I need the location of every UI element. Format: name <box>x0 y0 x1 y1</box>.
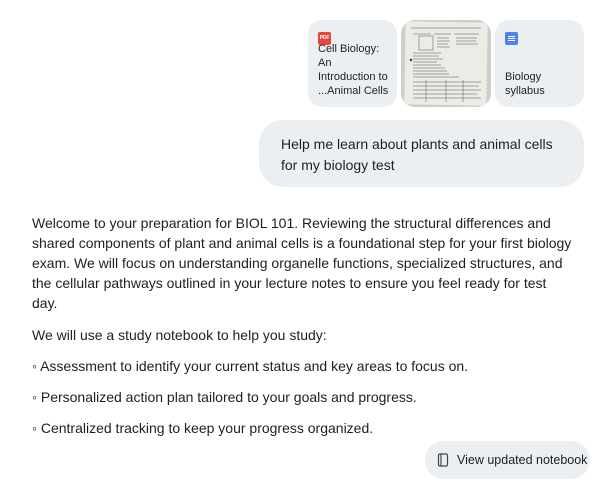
attachment-doc-title: Biology syllabus <box>505 71 545 97</box>
notebook-icon <box>437 453 449 467</box>
view-notebook-label: View updated notebook <box>457 453 588 467</box>
attachment-doc-card[interactable] <box>495 20 584 107</box>
response-bullet-action-plan: ◦ Personalized action plan tailored to your goals and progress. <box>32 389 417 405</box>
attachment-row <box>308 20 584 107</box>
assistant-response <box>32 213 572 449</box>
response-lead: We will use a study notebook to help you study: <box>32 327 327 343</box>
user-message-bubble: Help me learn about plants and animal cells for my biology test <box>259 120 584 187</box>
view-notebook-button[interactable] <box>425 441 590 479</box>
doc-icon <box>505 32 518 45</box>
response-bullet-assessment: ◦ Assessment to identify your current status and key areas to focus on. <box>32 358 469 374</box>
handwritten-notes-thumbnail <box>401 20 491 107</box>
response-bullet-tracking: ◦ Centralized tracking to keep your progress organized. <box>32 420 374 436</box>
pdf-icon: PDF <box>318 32 331 45</box>
attachment-pdf-title: Cell Biology: An Introduction to ...Animal Cells <box>318 43 389 97</box>
attachment-pdf-card[interactable] <box>308 20 397 107</box>
attachment-image-card[interactable] <box>401 20 491 107</box>
response-intro: Welcome to your preparation for BIOL 101. Reviewing the structural differences and shared components of plant and animal cells is a foundational step for your first biology exam. We will focus on understanding organelle functions, specialized structures, and the cellular pathways outlined in your lecture notes to ensure you feel ready for test day. <box>32 215 572 311</box>
